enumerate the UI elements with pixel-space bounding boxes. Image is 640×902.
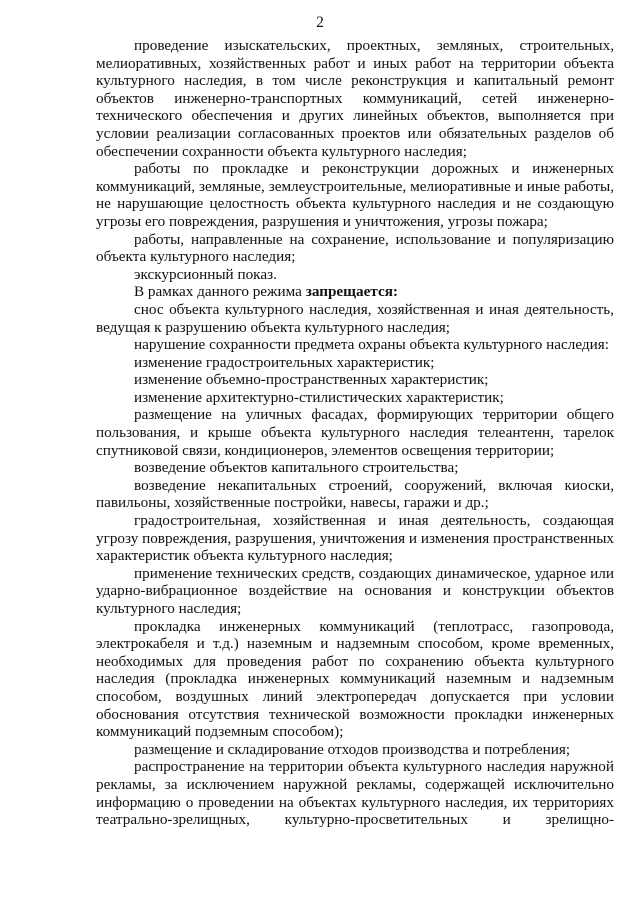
regime-intro-text: В рамках данного режима: [134, 283, 302, 301]
prohibition-demolition: снос объекта культурного наследия, хозяйственная и иная деятельность, ведущая к разрушению объекта культурного наследия;: [96, 300, 614, 336]
prohibition-temporary-structures: возведение некапитальных строений, сооружений, включая киоски, павильоны, хозяйственные постройки, навесы, гаражи и др.;: [96, 476, 614, 512]
regime-forbidden-text: запрещается:: [305, 283, 398, 301]
page-number: 2: [316, 14, 324, 31]
prohibition-facade-equipment: размещение на уличных фасадах, формирующих территории общего пользования, и крыше объекта культурного наследия телеантенн, тарелок спутниковой связи, кондиционеров, элементов освещения территории;: [96, 406, 614, 459]
prohibition-damaging-activity: градостроительная, хозяйственная и иная деятельность, создающая угрозу повреждения, разрушения, уничтожения и изменения пространственных характеристик объекта культурного наследия;: [96, 512, 614, 565]
prohibition-vibration-impact: применение технических средств, создающих динамическое, ударное или ударно-вибрационное воздействие на основания и конструкции объектов культурного наследия;: [96, 564, 614, 617]
regime-heading: [96, 283, 614, 301]
paragraph-survey-works: проведение изыскательских, проектных, земляных, строительных, мелиоративных, хозяйственных работ и иных работ на территории объекта культурного наследия, в том числе реконструкция и капитальный ремонт объектов инженерно-транспортных коммуникаций, сетей инженерно-технического обеспечения и других линейных объектов, выполняется при условии реализации согласованных проектов или обязательных разделов об обеспечении сохранности объекта культурного наследия;: [96, 37, 614, 160]
paragraph-preservation-works: работы, направленные на сохранение, использование и популяризацию объекта культурного наследия;: [96, 230, 614, 266]
prohibition-capital-construction: возведение объектов капитального строительства;: [134, 459, 459, 477]
paragraph-road-works: работы по прокладке и реконструкции дорожных и инженерных коммуникаций, земляные, землеустроительные, мелиоративные и иные работы, не нарушающие целостность объекта культурного наследия и не создающую угрозы его повреждения, разрушения и уничтожения, угрозы пожара;: [96, 160, 614, 230]
prohibition-protection-subject: нарушение сохранности предмета охраны объекта культурного наследия:: [134, 336, 609, 354]
prohibition-architectural-characteristics: изменение архитектурно-стилистических характеристик;: [134, 388, 504, 406]
prohibition-spatial-characteristics: изменение объемно-пространственных характеристик;: [134, 371, 489, 389]
paragraph-excursion: экскурсионный показ.: [134, 265, 277, 283]
prohibition-urban-characteristics: изменение градостроительных характеристик;: [134, 353, 435, 371]
prohibition-outdoor-advertising: распространение на территории объекта культурного наследия наружной рекламы, за исключением наружной рекламы, содержащей исключительно информацию о проведении на объектах культурного наследия, их территориях театрально-зрелищных, культурно-просветительных и зрелищно-: [96, 758, 614, 829]
prohibition-waste-storage: размещение и складирование отходов производства и потребления;: [134, 740, 571, 758]
document-body: [96, 37, 614, 829]
prohibition-overground-utilities: прокладка инженерных коммуникаций (теплотрасс, газопровода, электрокабеля и т.д.) наземным и надземным способом, кроме временных, необходимых для проведения работ по сохранению объекта культурного наследия (прокладка инженерных коммуникаций наземным и надземным способом, воздушных линий электропередач допускается при условии обоснования отсутствия технической возможности прокладки инженерных коммуникаций подземным способом);: [96, 617, 614, 741]
